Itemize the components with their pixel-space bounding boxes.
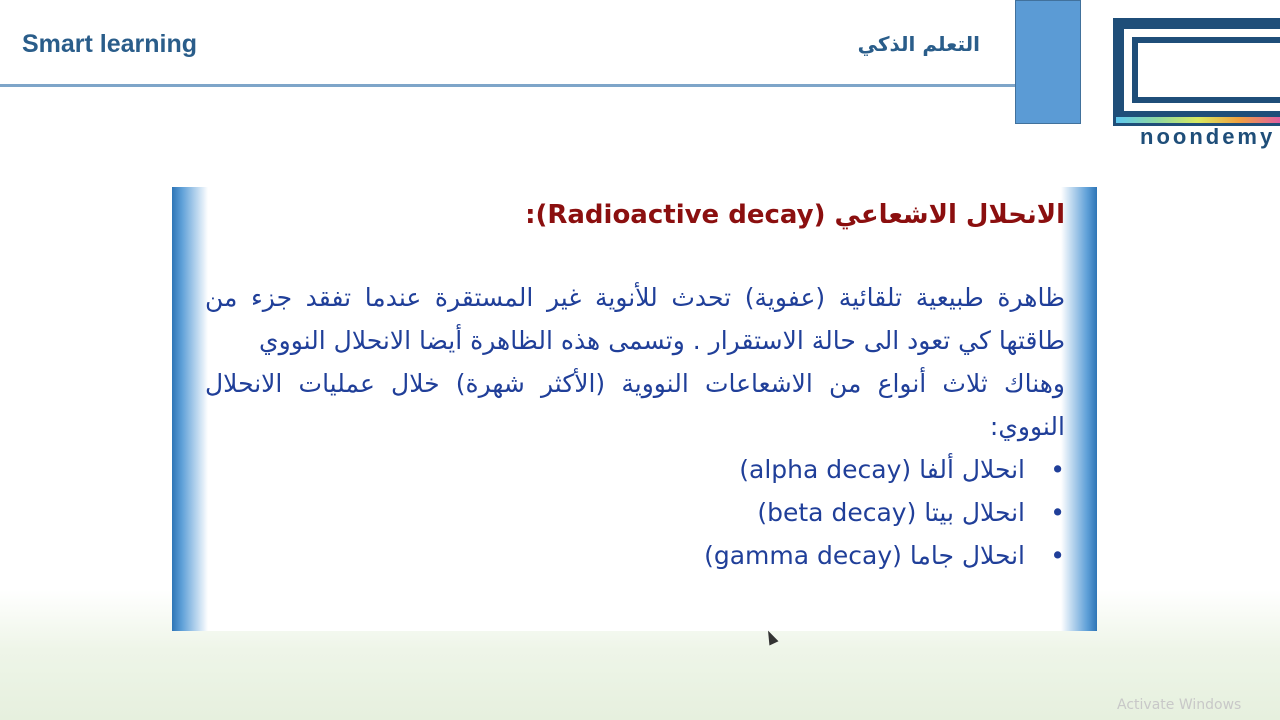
logo-frame-border: [1132, 37, 1280, 103]
bullet-icon: •: [1050, 455, 1065, 484]
bullet-icon: •: [1050, 498, 1065, 527]
bullet-text: انحلال جاما (gamma decay): [704, 541, 1025, 570]
list-item: [205, 534, 1065, 577]
logo-text: noondemy: [1140, 124, 1276, 149]
header-divider: [0, 84, 1016, 87]
header-accent-block: [1015, 0, 1081, 124]
mouse-cursor-icon: [764, 629, 779, 646]
bullet-text: انحلال بيتا (beta decay): [757, 498, 1025, 527]
decay-types-list: [205, 448, 1065, 577]
bullet-icon: •: [1050, 541, 1065, 570]
types-intro-paragraph: وهناك ثلاث أنواع من الاشعاعات النووية (الأكثر شهرة) خلال عمليات الانحلال النووي:: [205, 369, 1065, 441]
header-title-english: Smart learning: [22, 30, 198, 58]
list-item: [205, 448, 1065, 491]
slide-content: [205, 192, 1065, 577]
bullet-text: انحلال ألفا (alpha decay): [739, 455, 1025, 484]
slide-title: الانحلال الاشعاعي (Radioactive decay):: [525, 200, 1065, 230]
logo-rainbow-strip: [1116, 117, 1280, 123]
list-item: [205, 491, 1065, 534]
header-title-arabic: التعلم الذكي: [857, 32, 980, 56]
definition-paragraph: ظاهرة طبيعية تلقائية (عفوية) تحدث للأنوية غير المستقرة عندما تفقد جزء من طاقتها كي تعود الى حالة الاستقرار . وتسمى هذه الظاهرة أيضا الانحلال النووي: [205, 283, 1065, 355]
activate-windows-watermark: Activate Windows: [1117, 697, 1242, 713]
